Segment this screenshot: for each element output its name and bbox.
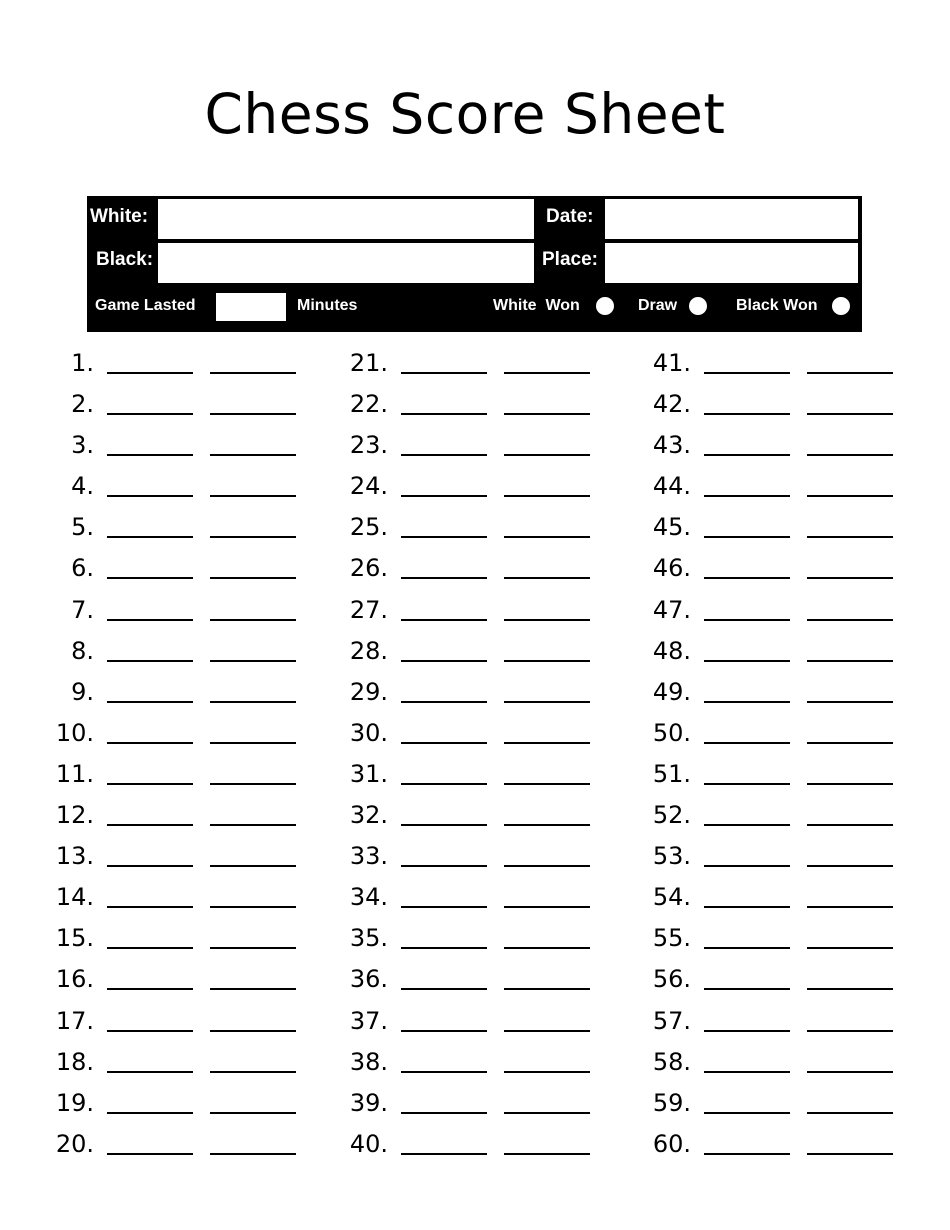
white-move-input[interactable] — [704, 921, 790, 949]
black-move-input[interactable] — [210, 593, 296, 621]
move-number: 11. — [55, 759, 94, 788]
move-number: 38. — [349, 1047, 388, 1076]
black-move-input[interactable] — [807, 593, 893, 621]
move-number: 43. — [652, 431, 691, 460]
move-number: 9. — [71, 677, 94, 706]
date-input[interactable] — [605, 199, 858, 239]
white-move-input[interactable] — [401, 1127, 487, 1155]
black-move-input[interactable] — [504, 1127, 590, 1155]
white-move-input[interactable] — [107, 1086, 193, 1114]
white-move-input[interactable] — [401, 634, 487, 662]
white-move-input[interactable] — [107, 1127, 193, 1155]
black-move-input[interactable] — [210, 510, 296, 538]
black-move-input[interactable] — [210, 1004, 296, 1032]
move-number: 56. — [652, 965, 691, 994]
white-move-input[interactable] — [704, 1045, 790, 1073]
white-move-input[interactable] — [704, 757, 790, 785]
move-number: 41. — [652, 349, 691, 377]
move-number: 51. — [652, 759, 691, 788]
white-move-input[interactable] — [107, 346, 193, 374]
black-move-input[interactable] — [807, 1045, 893, 1073]
white-move-input[interactable] — [704, 716, 790, 744]
white-move-input[interactable] — [107, 1004, 193, 1032]
white-won-label: White Won — [493, 297, 580, 314]
move-number: 8. — [71, 636, 94, 665]
move-number: 29. — [349, 677, 388, 706]
move-number: 4. — [71, 472, 94, 501]
black-move-input[interactable] — [210, 1045, 296, 1073]
white-move-input[interactable] — [107, 921, 193, 949]
black-move-input[interactable] — [210, 880, 296, 908]
black-move-input[interactable] — [210, 839, 296, 867]
move-number: 30. — [349, 718, 388, 747]
black-move-input[interactable] — [807, 675, 893, 703]
white-move-input[interactable] — [107, 387, 193, 415]
white-move-input[interactable] — [704, 1086, 790, 1114]
black-move-input[interactable] — [210, 1086, 296, 1114]
black-player-label: Black: — [96, 249, 154, 270]
move-number: 31. — [349, 759, 388, 788]
black-move-input[interactable] — [807, 798, 893, 826]
white-move-input[interactable] — [704, 346, 790, 374]
black-move-input[interactable] — [504, 880, 590, 908]
black-move-input[interactable] — [210, 428, 296, 456]
white-move-input[interactable] — [401, 798, 487, 826]
white-move-input[interactable] — [401, 716, 487, 744]
move-number: 37. — [349, 1006, 388, 1035]
move-number: 14. — [55, 883, 94, 912]
white-move-input[interactable] — [107, 551, 193, 579]
white-move-input[interactable] — [107, 1045, 193, 1073]
black-move-input[interactable] — [504, 634, 590, 662]
move-number: 20. — [55, 1129, 94, 1158]
black-move-input[interactable] — [210, 716, 296, 744]
move-number: 57. — [652, 1006, 691, 1035]
move-number: 49. — [652, 677, 691, 706]
white-move-input[interactable] — [107, 593, 193, 621]
place-input[interactable] — [605, 243, 858, 283]
black-move-input[interactable] — [210, 469, 296, 497]
white-move-input[interactable] — [704, 387, 790, 415]
game-info-panel — [87, 196, 862, 332]
white-move-input[interactable] — [401, 1086, 487, 1114]
white-move-input[interactable] — [401, 551, 487, 579]
move-number: 15. — [55, 924, 94, 953]
move-number: 22. — [349, 390, 388, 419]
move-number: 60. — [652, 1129, 691, 1158]
black-move-input[interactable] — [210, 346, 296, 374]
black-move-input[interactable] — [504, 593, 590, 621]
black-move-input[interactable] — [210, 1127, 296, 1155]
white-move-input[interactable] — [401, 428, 487, 456]
move-number: 50. — [652, 718, 691, 747]
black-move-input[interactable] — [807, 962, 893, 990]
move-number: 19. — [55, 1088, 94, 1117]
white-move-input[interactable] — [704, 880, 790, 908]
black-move-input[interactable] — [210, 798, 296, 826]
white-move-input[interactable] — [401, 839, 487, 867]
white-move-input[interactable] — [401, 469, 487, 497]
black-move-input[interactable] — [504, 921, 590, 949]
black-move-input[interactable] — [504, 510, 590, 538]
black-move-input[interactable] — [504, 716, 590, 744]
white-move-input[interactable] — [401, 1004, 487, 1032]
black-move-input[interactable] — [504, 1045, 590, 1073]
white-move-input[interactable] — [401, 593, 487, 621]
white-move-input[interactable] — [704, 675, 790, 703]
move-number: 23. — [349, 431, 388, 460]
black-move-input[interactable] — [210, 962, 296, 990]
white-move-input[interactable] — [107, 716, 193, 744]
date-label: Date: — [546, 206, 594, 227]
move-number: 42. — [652, 390, 691, 419]
black-move-input[interactable] — [210, 634, 296, 662]
black-move-input[interactable] — [807, 1004, 893, 1032]
move-number: 52. — [652, 801, 691, 830]
white-move-input[interactable] — [401, 757, 487, 785]
black-move-input[interactable] — [504, 757, 590, 785]
minutes-input[interactable] — [216, 293, 286, 321]
white-move-input[interactable] — [704, 1004, 790, 1032]
move-number: 1. — [71, 349, 94, 377]
move-number: 2. — [71, 390, 94, 419]
white-move-input[interactable] — [401, 880, 487, 908]
move-number: 59. — [652, 1088, 691, 1117]
white-move-input[interactable] — [704, 469, 790, 497]
black-move-input[interactable] — [807, 880, 893, 908]
white-move-input[interactable] — [107, 757, 193, 785]
game-lasted-label: Game Lasted — [95, 297, 196, 314]
black-move-input[interactable] — [807, 551, 893, 579]
move-number: 5. — [71, 513, 94, 542]
black-move-input[interactable] — [807, 757, 893, 785]
move-number: 12. — [55, 801, 94, 830]
move-number: 55. — [652, 924, 691, 953]
white-move-input[interactable] — [704, 428, 790, 456]
draw-label: Draw — [638, 297, 678, 314]
white-move-input[interactable] — [704, 839, 790, 867]
black-move-input[interactable] — [807, 428, 893, 456]
black-move-input[interactable] — [504, 346, 590, 374]
black-move-input[interactable] — [504, 962, 590, 990]
black-move-input[interactable] — [807, 921, 893, 949]
white-move-input[interactable] — [704, 798, 790, 826]
white-move-input[interactable] — [107, 962, 193, 990]
black-move-input[interactable] — [807, 1086, 893, 1114]
white-move-input[interactable] — [704, 634, 790, 662]
white-move-input[interactable] — [401, 921, 487, 949]
move-number: 16. — [55, 965, 94, 994]
white-move-input[interactable] — [107, 469, 193, 497]
move-number: 36. — [349, 965, 388, 994]
white-move-input[interactable] — [401, 510, 487, 538]
black-player-input[interactable] — [158, 243, 534, 283]
move-number: 53. — [652, 842, 691, 871]
black-move-input[interactable] — [210, 387, 296, 415]
black-move-input[interactable] — [504, 387, 590, 415]
move-number: 27. — [349, 595, 388, 624]
page-title: Chess Score Sheet — [204, 82, 726, 146]
move-number: 10. — [55, 718, 94, 747]
move-number: 54. — [652, 883, 691, 912]
black-move-input[interactable] — [504, 798, 590, 826]
white-move-input[interactable] — [401, 387, 487, 415]
black-move-input[interactable] — [807, 716, 893, 744]
move-number: 48. — [652, 636, 691, 665]
move-number: 45. — [652, 513, 691, 542]
black-move-input[interactable] — [504, 1004, 590, 1032]
minutes-label: Minutes — [297, 297, 358, 314]
white-move-input[interactable] — [401, 962, 487, 990]
white-move-input[interactable] — [107, 428, 193, 456]
white-move-input[interactable] — [107, 798, 193, 826]
move-number: 21. — [349, 349, 388, 377]
move-number: 18. — [55, 1047, 94, 1076]
white-move-input[interactable] — [704, 510, 790, 538]
move-number: 46. — [652, 554, 691, 583]
white-move-input[interactable] — [107, 634, 193, 662]
black-move-input[interactable] — [504, 428, 590, 456]
black-move-input[interactable] — [210, 675, 296, 703]
move-number: 13. — [55, 842, 94, 871]
move-number: 32. — [349, 801, 388, 830]
move-number: 39. — [349, 1088, 388, 1117]
black-move-input[interactable] — [210, 551, 296, 579]
move-number: 28. — [349, 636, 388, 665]
black-move-input[interactable] — [504, 1086, 590, 1114]
black-move-input[interactable] — [210, 757, 296, 785]
move-number: 35. — [349, 924, 388, 953]
white-move-input[interactable] — [107, 880, 193, 908]
black-move-input[interactable] — [807, 1127, 893, 1155]
white-move-input[interactable] — [107, 510, 193, 538]
move-number: 17. — [55, 1006, 94, 1035]
black-move-input[interactable] — [807, 634, 893, 662]
black-move-input[interactable] — [807, 469, 893, 497]
black-move-input[interactable] — [807, 839, 893, 867]
black-won-label: Black Won — [736, 297, 818, 314]
black-move-input[interactable] — [504, 551, 590, 579]
place-label: Place: — [542, 249, 598, 270]
move-number: 25. — [349, 513, 388, 542]
move-number: 3. — [71, 431, 94, 460]
black-move-input[interactable] — [504, 839, 590, 867]
black-won-radio[interactable] — [830, 295, 852, 317]
white-won-radio[interactable] — [594, 295, 616, 317]
white-move-input[interactable] — [704, 1127, 790, 1155]
white-move-input[interactable] — [107, 839, 193, 867]
black-move-input[interactable] — [504, 675, 590, 703]
move-number: 26. — [349, 554, 388, 583]
black-move-input[interactable] — [504, 469, 590, 497]
black-move-input[interactable] — [807, 510, 893, 538]
white-move-input[interactable] — [704, 551, 790, 579]
move-number: 44. — [652, 472, 691, 501]
white-move-input[interactable] — [704, 593, 790, 621]
move-number: 6. — [71, 554, 94, 583]
move-number: 7. — [71, 595, 94, 624]
move-number: 40. — [349, 1129, 388, 1158]
black-move-input[interactable] — [807, 387, 893, 415]
white-player-label: White: — [90, 206, 149, 227]
move-number: 24. — [349, 472, 388, 501]
black-move-input[interactable] — [210, 921, 296, 949]
white-move-input[interactable] — [107, 675, 193, 703]
white-player-input[interactable] — [158, 199, 534, 239]
draw-radio[interactable] — [687, 295, 709, 317]
white-move-input[interactable] — [401, 1045, 487, 1073]
white-move-input[interactable] — [704, 962, 790, 990]
white-move-input[interactable] — [401, 675, 487, 703]
move-number: 33. — [349, 842, 388, 871]
move-number: 34. — [349, 883, 388, 912]
white-move-input[interactable] — [401, 346, 487, 374]
move-number: 58. — [652, 1047, 691, 1076]
black-move-input[interactable] — [807, 346, 893, 374]
move-number: 47. — [652, 595, 691, 624]
